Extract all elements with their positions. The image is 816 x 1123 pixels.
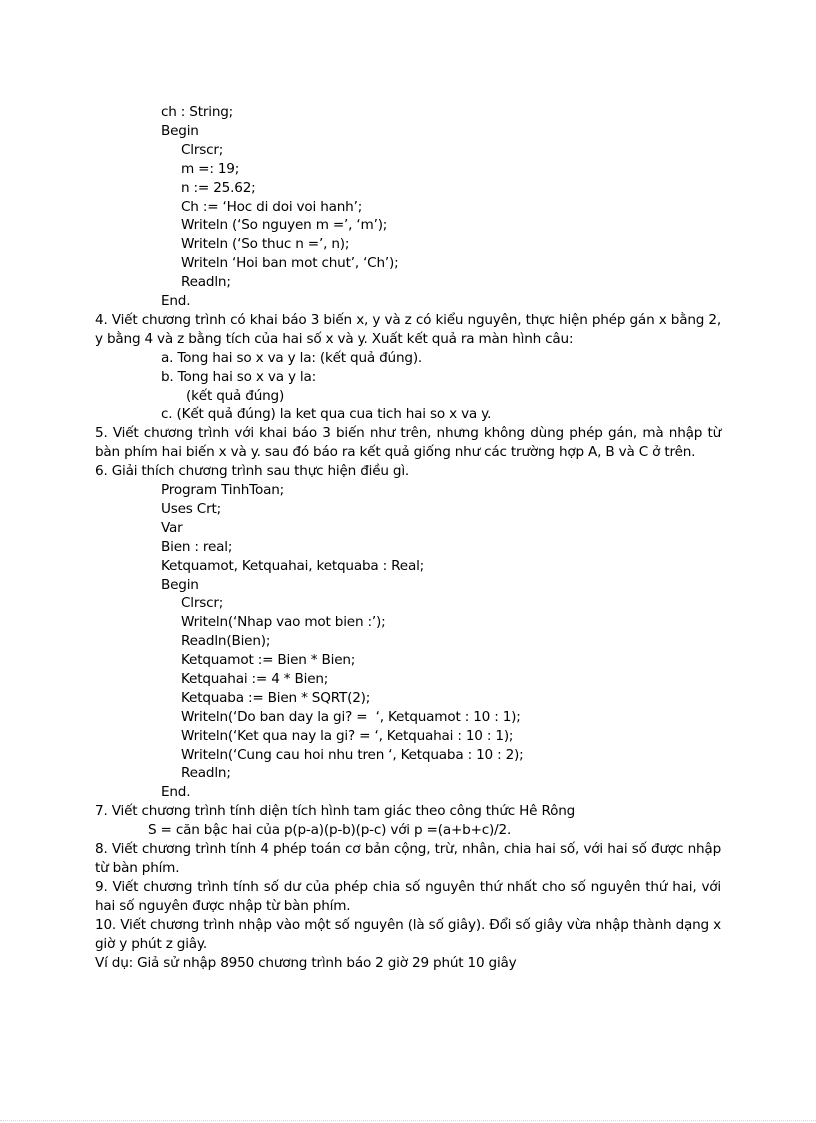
code-line: Bien : real; <box>161 539 233 555</box>
exercise-9-text: 9. Viết chương trình tính số dư của phép chia số nguyên thứ nhất cho số nguyên thứ hai, với <box>95 879 721 895</box>
page-bottom-divider <box>0 1120 816 1121</box>
exercise-4-item-a: a. Tong hai so x va y la: (kết quả đúng). <box>161 350 423 366</box>
exercise-8-text: 8. Viết chương trình tính 4 phép toán cơ bản cộng, trừ, nhân, chia hai số, với hai số được nhập <box>95 841 721 857</box>
exercise-4-text: 4. Viết chương trình có khai báo 3 biến x, y và z có kiểu nguyên, thực hiện phép gán x bằng 2, <box>95 312 721 328</box>
exercise-5-text: 5. Viết chương trình với khai báo 3 biến như trên, nhưng không dùng phép gán, mà nhập từ <box>95 425 721 441</box>
exercise-4-item-c: c. (Kết quả đúng) la ket qua cua tich hai so x va y. <box>161 406 492 422</box>
code-line: n := 25.62; <box>181 180 256 196</box>
code-line: End. <box>161 784 191 800</box>
exercise-4-item-b-result: (kết quả đúng) <box>186 388 285 404</box>
exercise-10-text: 10. Viết chương trình nhập vào một số nguyên (là số giây). Đổi số giây vừa nhập thành dạng x <box>95 917 721 933</box>
code-line: Begin <box>161 577 199 593</box>
code-line: Ketquaba := Bien * SQRT(2); <box>181 690 371 706</box>
code-line: m =: 19; <box>181 161 240 177</box>
code-line: Writeln(‘Nhap vao mot bien :’); <box>181 614 386 630</box>
code-line: Uses Crt; <box>161 501 221 517</box>
exercise-10-text: giờ y phút z giây. <box>95 936 207 952</box>
code-line: Readln; <box>181 765 231 781</box>
exercise-6-text: 6. Giải thích chương trình sau thực hiện điều gì. <box>95 463 410 479</box>
exercise-5-text: bàn phím hai biến x và y. sau đó báo ra kết quả giống như các trường hợp A, B và C ở trên. <box>95 444 696 460</box>
exercise-9-text: hai số nguyên được nhập từ bàn phím. <box>95 898 351 914</box>
code-line: Writeln(‘Do ban day la gi? = ‘, Ketquamot : 10 : 1); <box>181 709 521 725</box>
exercise-4-item-b: b. Tong hai so x va y la: <box>161 369 317 385</box>
exercise-7-text: 7. Viết chương trình tính diện tích hình tam giác theo công thức Hê Rông <box>95 803 576 819</box>
exercise-7-formula: S = căn bậc hai của p(p-a)(p-b)(p-c) với p =(a+b+c)/2. <box>148 822 512 838</box>
code-line: Writeln(‘Cung cau hoi nhu tren ‘, Ketquaba : 10 : 2); <box>181 747 524 763</box>
code-line: Ketquahai := 4 * Bien; <box>181 671 329 687</box>
code-line: Readln; <box>181 274 231 290</box>
code-line: Writeln ‘Hoi ban mot chut’, ‘Ch’); <box>181 255 399 271</box>
example-text: Ví dụ: Giả sử nhập 8950 chương trình báo 2 giờ 29 phút 10 giây <box>95 955 517 971</box>
code-line: Clrscr; <box>181 142 224 158</box>
code-line: Var <box>161 520 183 536</box>
code-line: Ketquamot, Ketquahai, ketquaba : Real; <box>161 558 425 574</box>
code-line: Program TinhToan; <box>161 482 285 498</box>
code-line: Writeln (‘So nguyen m =’, ‘m’); <box>181 217 388 233</box>
code-line: ch : String; <box>161 104 234 120</box>
code-line: Writeln (‘So thuc n =’, n); <box>181 236 350 252</box>
code-line: Begin <box>161 123 199 139</box>
code-line: End. <box>161 293 191 309</box>
exercise-4-text: y bằng 4 và z bằng tích của hai số x và y. Xuất kết quả ra màn hình câu: <box>95 331 574 347</box>
code-line: Clrscr; <box>181 595 224 611</box>
exercise-8-text: từ bàn phím. <box>95 860 180 876</box>
code-line: Readln(Bien); <box>181 633 271 649</box>
code-line: Ch := ‘Hoc di doi voi hanh’; <box>181 199 363 215</box>
code-line: Ketquamot := Bien * Bien; <box>181 652 356 668</box>
code-line: Writeln(‘Ket qua nay la gi? = ‘, Ketquahai : 10 : 1); <box>181 728 514 744</box>
